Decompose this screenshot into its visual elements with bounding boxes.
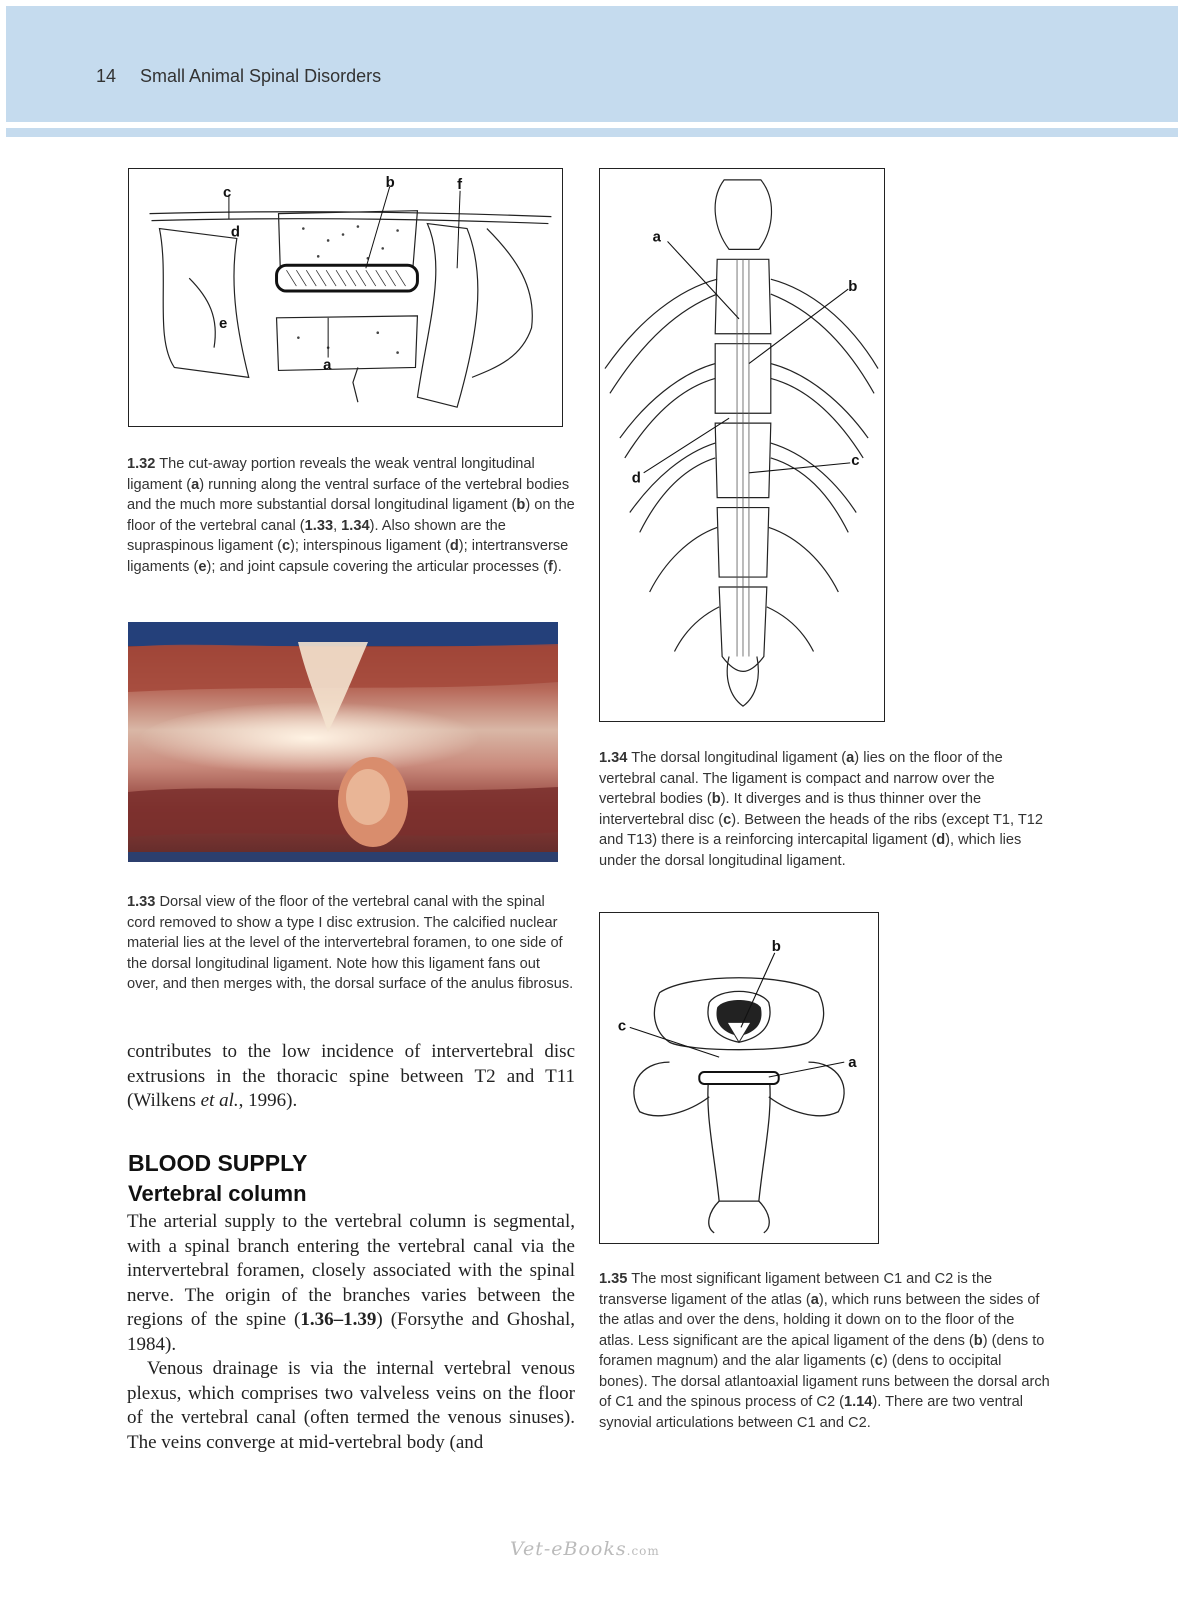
- header-rule: [6, 128, 1178, 137]
- body-paragraph-continuation: contributes to the low incidence of intervertebral disc extrusions in the thoracic spine between T2 and T11 (Wilkens et al., 1996).: [127, 1041, 575, 1111]
- running-title: Small Animal Spinal Disorders: [140, 66, 382, 86]
- fig-1-32-label-a: a: [323, 357, 332, 374]
- fig-1-32-label-b: b: [385, 174, 395, 191]
- page-number: 14: [96, 66, 117, 86]
- fig-1-34-label-b: b: [848, 279, 858, 296]
- figure-1-33-photo: [128, 622, 558, 862]
- fig-1-35-label-a: a: [848, 1055, 857, 1072]
- figure-1-32-caption: 1.32 The cut-away portion reveals the weak ventral longitudinal ligament (a) running along the ventral surface of the vertebral bodies and the much more substantial dorsal longitudinal ligament (b) on the floor of the vertebral canal (1.33, 1.34). Also shown are the supraspinous ligament (c); interspinous ligament (d); intertransverse ligaments (e); and joint capsule covering the articular processes (f).: [127, 456, 575, 575]
- paragraph-venous-drainage: Venous drainage is via the internal vertebral venous plexus, which comprises two valveless veins on the floor of the vertebral canal (often termed the venous sinuses). The veins converge at mid-vertebral body (and: [127, 1358, 575, 1453]
- fig-1-34-label-a: a: [652, 229, 661, 246]
- fig-1-32-label-d: d: [230, 224, 240, 241]
- watermark-logo: Vet-eBooks.com: [510, 1538, 660, 1560]
- body-paragraphs-blood-supply: [127, 1210, 575, 1455]
- figure-1-34-drawing: [600, 169, 884, 721]
- subheading-vertebral-column: Vertebral column: [128, 1181, 307, 1206]
- disc-extrusion-photo: [128, 622, 558, 862]
- figure-1-35-caption: 1.35 The most significant ligament between C1 and C2 is the transverse ligament of the atlas (a), which runs between the sides of the atlas and over the dens, holding it down on to the floor of the atlas. Less significant are the apical ligament of the dens (b) (dens to foramen magnum) and the alar ligaments (c) (dens to occipital bones). The dorsal atlantoaxial ligament runs between the dorsal arch of C1 and the spinous process of C2 (1.14). There are two ventral synovial articulations between C1 and C2.: [599, 1271, 1050, 1431]
- section-heading-blood-supply: BLOOD SUPPLY: [128, 1150, 308, 1176]
- fig-1-32-label-e: e: [218, 315, 228, 332]
- fig-1-34-label-c: c: [851, 452, 860, 469]
- fig-1-35-label-b: b: [771, 938, 781, 955]
- paragraph-arterial-supply: The arterial supply to the vertebral column is segmental, with a spinal branch entering the vertebral canal via the intervertebral foramen, closely associated with the spinal nerve. The origin of the branches varies between the regions of the spine (1.36–1.39) (Forsythe and Ghoshal, 1984).: [127, 1211, 576, 1355]
- fig-1-34-label-d: d: [631, 470, 641, 487]
- figure-1-33-caption: 1.33 Dorsal view of the floor of the vertebral canal with the spinal cord removed to show a type I disc extrusion. The calcified nuclear material lies at the level of the intervertebral foramen, to one side of the dorsal longitudinal ligament. Note how this ligament fans out over, and then merges with, the dorsal surface of the anulus fibrosus.: [127, 894, 574, 992]
- figure-1-35-illustration: [599, 912, 879, 1244]
- fig-1-32-label-f: f: [457, 176, 463, 193]
- fig-1-35-label-c: c: [617, 1018, 627, 1035]
- figure-1-34-caption: 1.34 The dorsal longitudinal ligament (a) lies on the floor of the vertebral canal. The ligament is compact and narrow over the vertebral bodies (b). It diverges and is thus thinner over the intervertebral disc (c). Between the heads of the ribs (except T1, T12 and T13) there is a reinforcing intercapital ligament (d), which lies under the dorsal longitudinal ligament.: [599, 750, 1044, 869]
- fig-1-32-label-c: c: [222, 184, 232, 201]
- figure-1-34-illustration: [599, 168, 885, 722]
- header-band: [6, 6, 1178, 122]
- figure-1-32-illustration: [128, 168, 563, 427]
- figure-1-35-drawing: [600, 913, 878, 1243]
- figure-1-32-drawing: [129, 169, 562, 426]
